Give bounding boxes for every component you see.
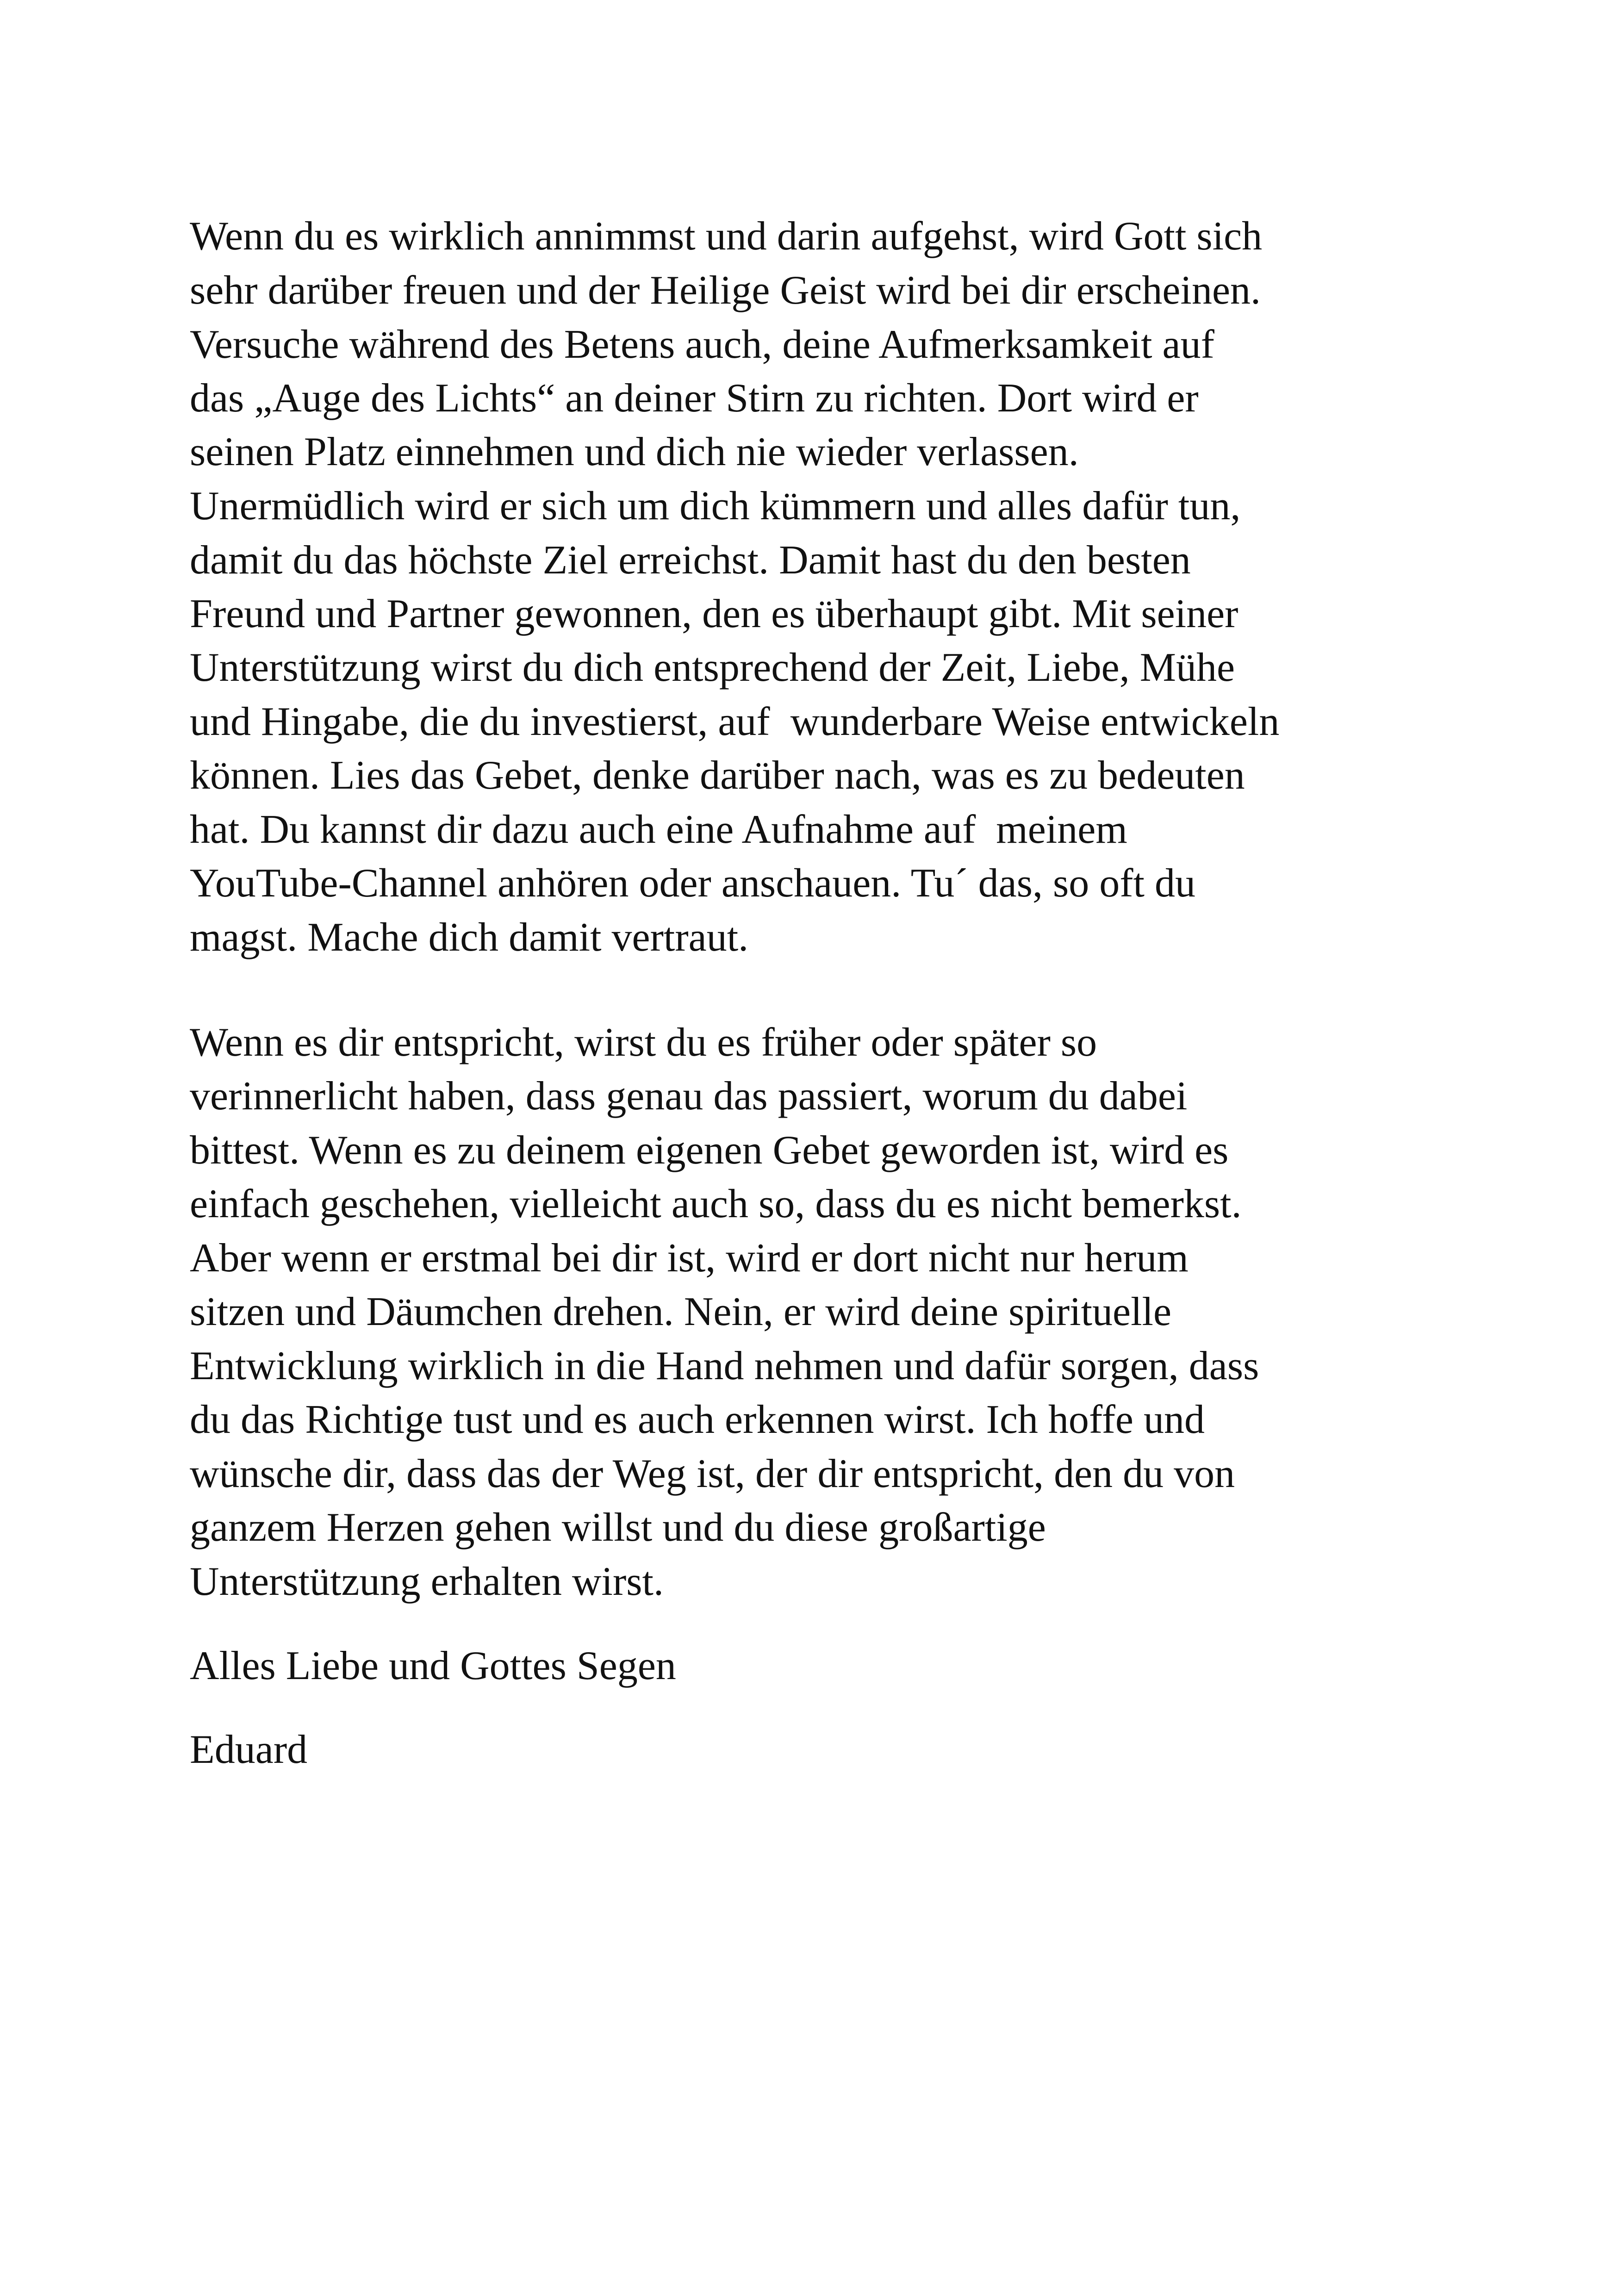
paragraph-line: das „Auge des Lichts“ an deiner Stirn zu richten. Dort wird er bbox=[190, 376, 1199, 421]
paragraph-line: können. Lies das Gebet, denke darüber nach, was es zu bedeuten bbox=[190, 753, 1245, 798]
paragraph-line: verinnerlicht haben, dass genau das passiert, worum du dabei bbox=[190, 1074, 1188, 1119]
paragraph-line: Unterstützung wirst du dich entsprechend der Zeit, Liebe, Mühe bbox=[190, 645, 1235, 690]
paragraph-line: magst. Mache dich damit vertraut. bbox=[190, 915, 749, 960]
paragraph-line: und Hingabe, die du investierst, auf wunderbare Weise entwickeln bbox=[190, 699, 1280, 744]
paragraph-line: Unermüdlich wird er sich um dich kümmern und alles dafür tun, bbox=[190, 484, 1241, 529]
paragraph-line: Unterstützung erhalten wirst. bbox=[190, 1559, 664, 1604]
paragraph-line: wünsche dir, dass das der Weg ist, der dir entspricht, den du von bbox=[190, 1451, 1235, 1496]
signature: Eduard bbox=[190, 1727, 308, 1772]
paragraph-line: seinen Platz einnehmen und dich nie wieder verlassen. bbox=[190, 429, 1079, 474]
paragraph-line: sehr darüber freuen und der Heilige Geist wird bei dir erscheinen. bbox=[190, 268, 1261, 313]
paragraph-line: Wenn du es wirklich annimmst und darin aufgehst, wird Gott sich bbox=[190, 214, 1263, 259]
paragraph-line: sitzen und Däumchen drehen. Nein, er wird deine spirituelle bbox=[190, 1289, 1172, 1334]
paragraph-line: Entwicklung wirklich in die Hand nehmen und dafür sorgen, dass bbox=[190, 1344, 1259, 1388]
paragraph-line: ganzem Herzen gehen willst und du diese großartige bbox=[190, 1505, 1046, 1550]
paragraph-line: du das Richtige tust und es auch erkennen wirst. Ich hoffe und bbox=[190, 1397, 1205, 1442]
paragraph-line: damit du das höchste Ziel erreichst. Damit hast du den besten bbox=[190, 538, 1191, 583]
paragraph-line: Versuche während des Betens auch, deine Aufmerksamkeit auf bbox=[190, 322, 1214, 367]
paragraph-line: bittest. Wenn es zu deinem eigenen Gebet geworden ist, wird es bbox=[190, 1128, 1229, 1173]
paragraph-line: Aber wenn er erstmal bei dir ist, wird er dort nicht nur herum bbox=[190, 1236, 1189, 1281]
closing-greeting: Alles Liebe und Gottes Segen bbox=[190, 1643, 676, 1688]
paragraph-line: einfach geschehen, vielleicht auch so, dass du es nicht bemerkst. bbox=[190, 1182, 1242, 1226]
paragraph-line: Wenn es dir entspricht, wirst du es früher oder später so bbox=[190, 1020, 1097, 1065]
paragraph-line: Freund und Partner gewonnen, den es überhaupt gibt. Mit seiner bbox=[190, 591, 1238, 636]
paragraph-line: YouTube-Channel anhören oder anschauen. Tu´ das, so oft du bbox=[190, 861, 1195, 906]
paragraph-line: hat. Du kannst dir dazu auch eine Aufnahme auf meinem bbox=[190, 807, 1127, 852]
